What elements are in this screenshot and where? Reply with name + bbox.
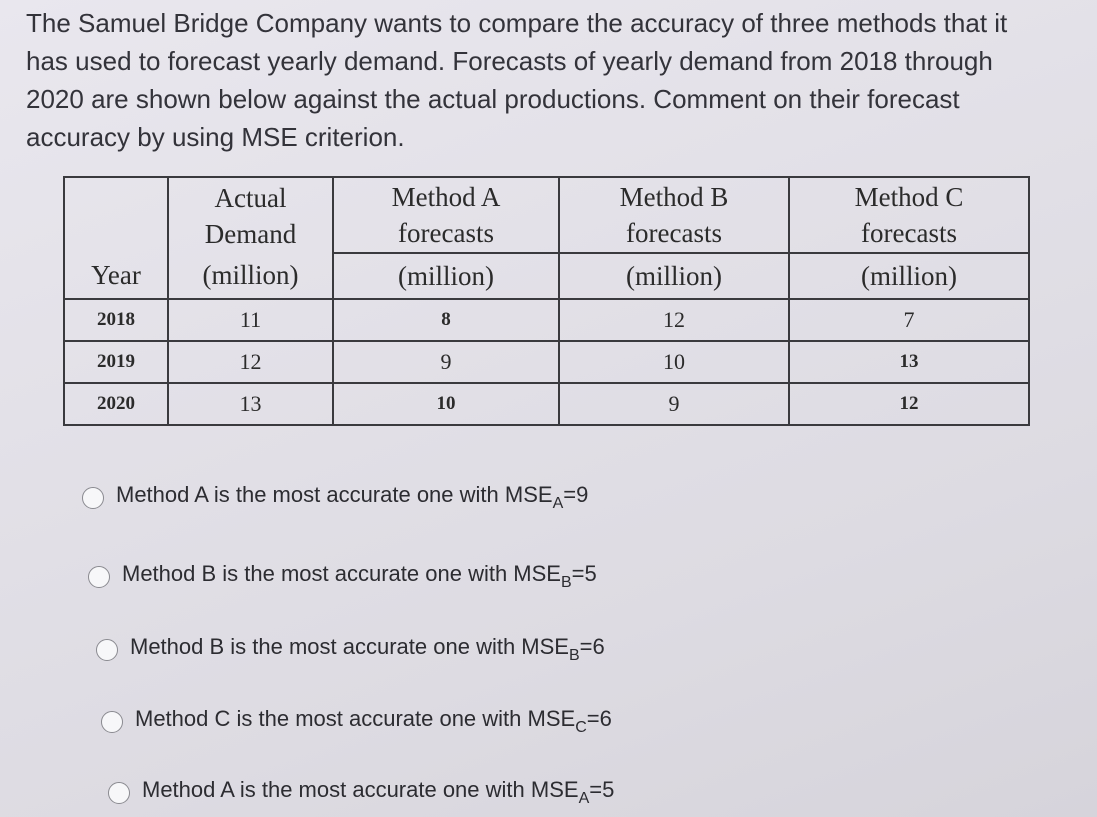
unit-method-c: (million) xyxy=(789,253,1029,299)
header-method-a xyxy=(333,177,559,253)
header-actual-line2: Demand xyxy=(204,218,297,249)
option-2[interactable] xyxy=(88,561,597,592)
header-method-c-line1: Method C xyxy=(854,182,964,212)
option-4[interactable] xyxy=(101,706,612,737)
option-3[interactable] xyxy=(96,634,605,665)
method-c-cell: 13 xyxy=(789,341,1029,383)
method-c-cell: 12 xyxy=(789,383,1029,425)
radio-button-icon[interactable] xyxy=(82,487,104,509)
header-method-c xyxy=(789,177,1029,253)
year-cell: 2018 xyxy=(64,299,168,341)
actual-cell: 12 xyxy=(168,341,333,383)
question-text xyxy=(26,4,1086,156)
forecast-table-container xyxy=(63,176,1030,426)
table-header-row xyxy=(64,177,1029,253)
method-c-cell: 7 xyxy=(789,299,1029,341)
option-label: Method B is the most accurate one with $MSE_B=5$ xyxy=(122,561,597,591)
method-a-cell: 9 xyxy=(333,341,559,383)
header-method-b-line2: forecasts xyxy=(626,218,722,248)
actual-cell: 13 xyxy=(168,383,333,425)
table-unit-row xyxy=(64,253,1029,299)
method-a-cell: 10 xyxy=(333,383,559,425)
table-row xyxy=(64,383,1029,425)
radio-button-icon[interactable] xyxy=(108,782,130,804)
method-b-cell: 12 xyxy=(559,299,789,341)
option-label: Method A is the most accurate one with $MSE_A=9$ xyxy=(116,482,589,512)
question-line: The Samuel Bridge Company wants to compare the accuracy of three methods that it xyxy=(26,8,1008,38)
forecast-table xyxy=(63,176,1030,426)
year-cell: 2019 xyxy=(64,341,168,383)
radio-button-icon[interactable] xyxy=(96,639,118,661)
method-b-cell: 9 xyxy=(559,383,789,425)
header-actual-line1: Actual xyxy=(214,182,287,213)
header-year: Year xyxy=(64,253,168,299)
year-cell: 2020 xyxy=(64,383,168,425)
radio-button-icon[interactable] xyxy=(88,566,110,588)
option-label: Method A is the most accurate one with $MSE_A=5$ xyxy=(142,777,615,807)
question-line: accuracy by using MSE criterion. xyxy=(26,122,405,152)
radio-button-icon[interactable] xyxy=(101,711,123,733)
unit-method-b: (million) xyxy=(559,253,789,299)
option-1[interactable] xyxy=(82,482,588,513)
header-actual xyxy=(168,177,333,253)
header-method-a-line1: Method A xyxy=(391,182,501,212)
header-method-b-line1: Method B xyxy=(619,182,729,212)
header-cell-empty xyxy=(64,177,168,253)
unit-method-a: (million) xyxy=(333,253,559,299)
option-5[interactable] xyxy=(108,777,614,808)
table-row xyxy=(64,341,1029,383)
question-line: has used to forecast yearly demand. Forecasts of yearly demand from 2018 through xyxy=(26,46,993,76)
question-line: 2020 are shown below against the actual productions. Comment on their forecast xyxy=(26,84,960,114)
header-method-b xyxy=(559,177,789,253)
method-b-cell: 10 xyxy=(559,341,789,383)
unit-actual: (million) xyxy=(168,253,333,299)
option-label: Method B is the most accurate one with $MSE_B=6$ xyxy=(130,634,605,664)
header-method-a-line2: forecasts xyxy=(398,218,494,248)
table-row xyxy=(64,299,1029,341)
option-label: Method C is the most accurate one with $MSE_C=6$ xyxy=(135,706,612,736)
method-a-cell: 8 xyxy=(333,299,559,341)
header-method-c-line2: forecasts xyxy=(861,218,957,248)
actual-cell: 11 xyxy=(168,299,333,341)
